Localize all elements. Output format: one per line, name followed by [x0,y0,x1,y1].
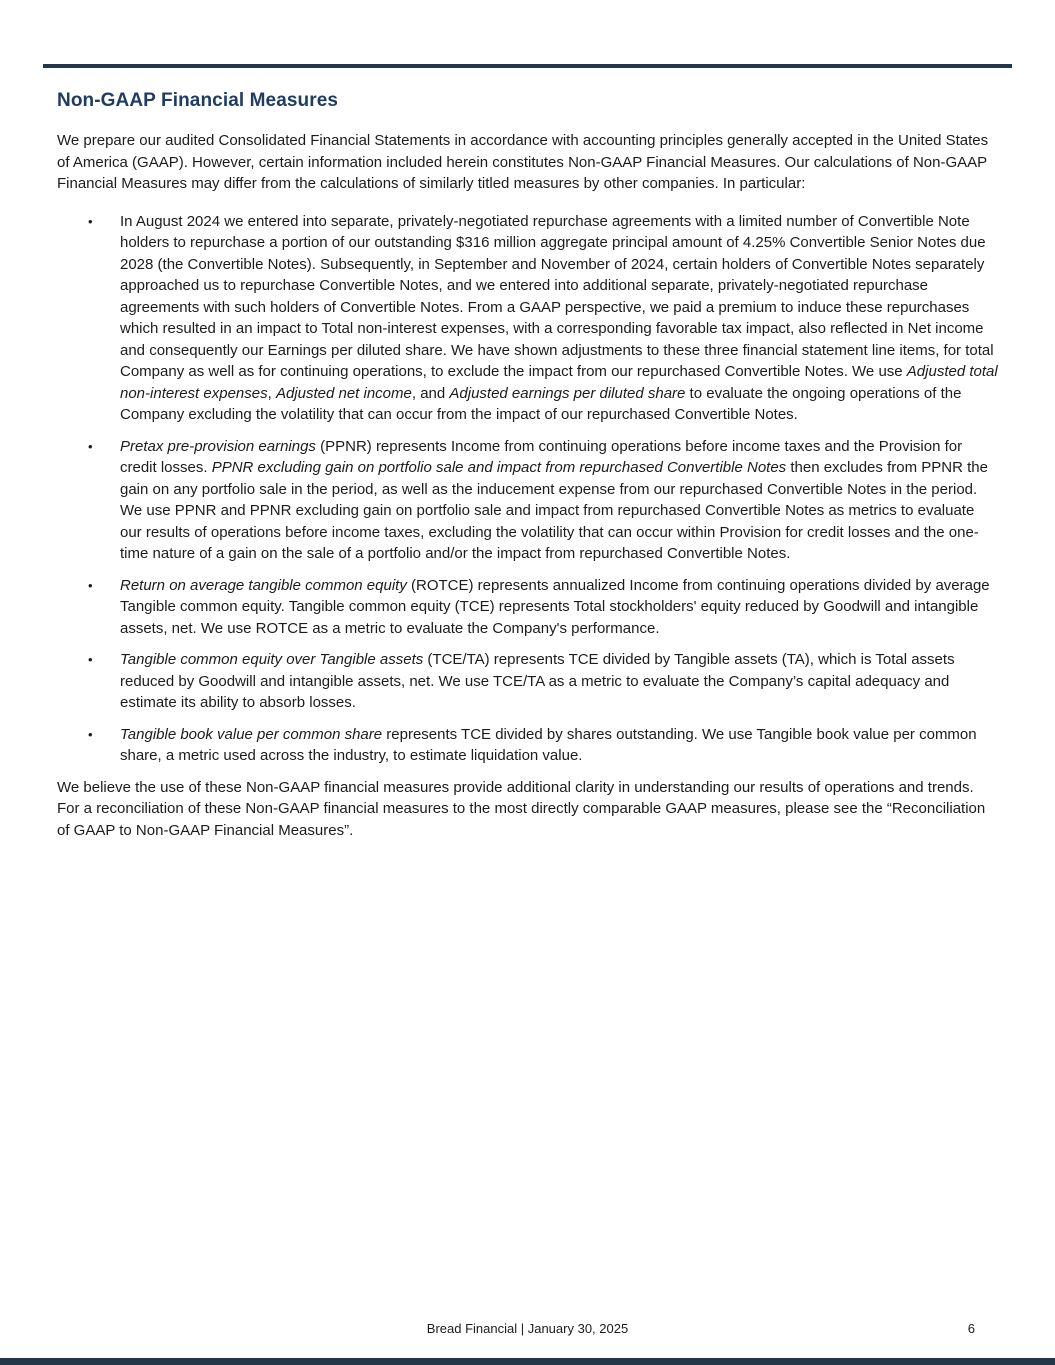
closing-paragraph: We believe the use of these Non-GAAP financial measures provide additional clarity in understanding our results of operations and trends. For a reconciliation of these Non-GAAP financial measures to the most directly comparable GAAP measures, please see the “Reconciliation of GAAP to Non-GAAP Financial Measures”. [57,778,986,839]
list-item [57,211,998,426]
list-item [57,436,998,565]
list-item [57,649,998,714]
bullet-text: Tangible common equity over Tangible assets (TCE/TA) represents TCE divided by Tangible assets (TA), which is Total assets reduced by Goodwill and intangible assets, net. We use TCE/TA as a metric to evaluate the Company’s capital adequacy and estimate its ability to absorb losses. [120,651,955,711]
bullet-marker: • [88,652,93,667]
bullet-marker: • [88,213,93,229]
page-title: Non-GAAP Financial Measures [57,90,339,111]
page-number: 6 [967,1321,975,1336]
bullet-marker: • [88,438,93,454]
bullet-text: Tangible book value per common share represents TCE divided by shares outstanding. We use Tangible book value per common share, a metric used across the industry, to estimate liquidation value. [120,725,977,764]
footer-bar [0,1358,1055,1365]
list-item [57,724,998,767]
list-item [57,575,998,640]
page-footer [0,1320,1055,1338]
bullet-marker: • [88,577,93,593]
bullet-text: In August 2024 we entered into separate, privately-negotiated repurchase agreements with a limited number of Convertible Note holders to repurchase a portion of our outstanding $316 million aggregate principal amount of 4.25% Convertible Senior Notes due 2028 (the Convertible Notes). Subsequently, in September and November of 2024, certain holders of Convertible Notes separately approached us to repurchase Convertible Notes, and we entered into additional separate, privately-negotiated repurchase agreements with such holders of Convertible Notes. From a GAAP perspective, we paid a premium to induce these repurchases which resulted in an impact to Total non-interest expenses, with a corresponding favorable tax impact, also reflected in Net income and consequently our Earnings per diluted share. We have shown adjustments to these three financial statement line items, for total Company as well as for continuing operations, to exclude the impact from our repurchased Convertible Notes. We use Adjusted total non-interest expenses, Adjusted net income, and Adjusted earnings per diluted share to evaluate the ongoing operations of the Company excluding the volatility that can occur from the impact of our repurchased Convertible Notes. [120,212,998,423]
footer-text: Bread Financial | January 30, 2025 [426,1321,629,1336]
bullet-text: Pretax pre-provision earnings (PPNR) represents Income from continuing operations before income taxes and the Provision for credit losses. PPNR excluding gain on portfolio sale and impact from repurchased Convertible Notes then excludes from PPNR the gain on any portfolio sale in the period, as well as the inducement expense from our repurchased Convertible Notes in the period. We use PPNR and PPNR excluding gain on portfolio sale and impact from repurchased Convertible Notes as metrics to evaluate our results of operations before income taxes, excluding the volatility that can occur within Provision for credit losses and the one-time nature of a gain on the sale of a portfolio and/or the impact from repurchased Convertible Notes. [120,437,988,562]
page-content [57,90,998,841]
bullet-text: Return on average tangible common equity (ROTCE) represents annualized Income from continuing operations divided by average Tangible common equity. Tangible common equity (TCE) represents Total stockholders' equity reduced by Goodwill and intangible assets, net. We use ROTCE as a metric to evaluate the Company's performance. [120,576,990,637]
header-rule [43,64,1012,68]
bullet-marker: • [88,726,93,742]
bullet-list [57,211,998,767]
intro-paragraph: We prepare our audited Consolidated Financial Statements in accordance with accounting principles generally accepted in the United States of America (GAAP). However, certain information included herein constitutes Non-GAAP Financial Measures. Our calculations of Non-GAAP Financial Measures may differ from the calculations of similarly titled measures by other companies. In particular: [57,132,989,192]
